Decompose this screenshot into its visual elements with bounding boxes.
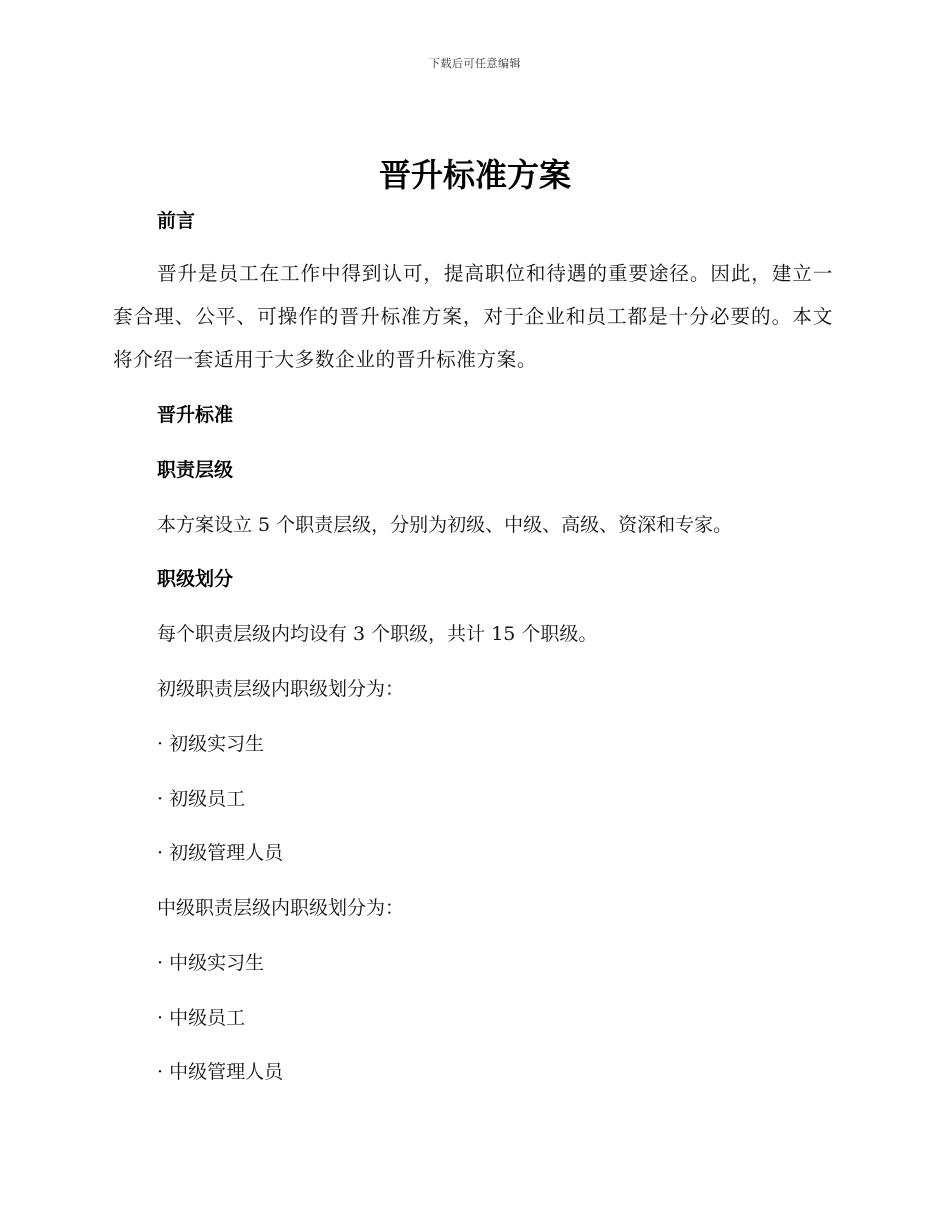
level-paragraph: 本方案设立 5 个职责层级，分别为初级、中级、高级、资深和专家。 <box>157 514 733 536</box>
section-heading-level: 职责层级 <box>157 459 234 481</box>
section-heading-grade: 职级划分 <box>157 568 234 590</box>
page-title: 晋升标准方案 <box>378 156 571 194</box>
grade-paragraph: 每个职责层级内均设有 3 个职级，共计 15 个职级。 <box>157 623 598 645</box>
list-item: · 初级员工 <box>157 788 246 810</box>
list-item: · 初级实习生 <box>157 733 265 755</box>
section-heading-standard: 晋升标准 <box>157 404 234 426</box>
list-item: · 中级管理人员 <box>157 1061 284 1083</box>
list-item: · 初级管理人员 <box>157 842 284 864</box>
list-item: · 中级实习生 <box>157 952 265 974</box>
junior-intro: 初级职责层级内职级划分为： <box>157 678 405 700</box>
section-heading-preface: 前言 <box>157 210 196 232</box>
preface-paragraph: 晋升是员工在工作中得到认可，提高职位和待遇的重要途径。因此，建立一套合理、公平、可操作的晋升标准方案，对于企业和员工都是十分必要的。本文将介绍一套适用于大多数企业的晋升标准方案。 <box>113 262 833 371</box>
header-note: 下载后可任意编辑 <box>429 57 521 70</box>
middle-intro: 中级职责层级内职级划分为： <box>157 897 405 919</box>
list-item: · 中级员工 <box>157 1007 246 1029</box>
